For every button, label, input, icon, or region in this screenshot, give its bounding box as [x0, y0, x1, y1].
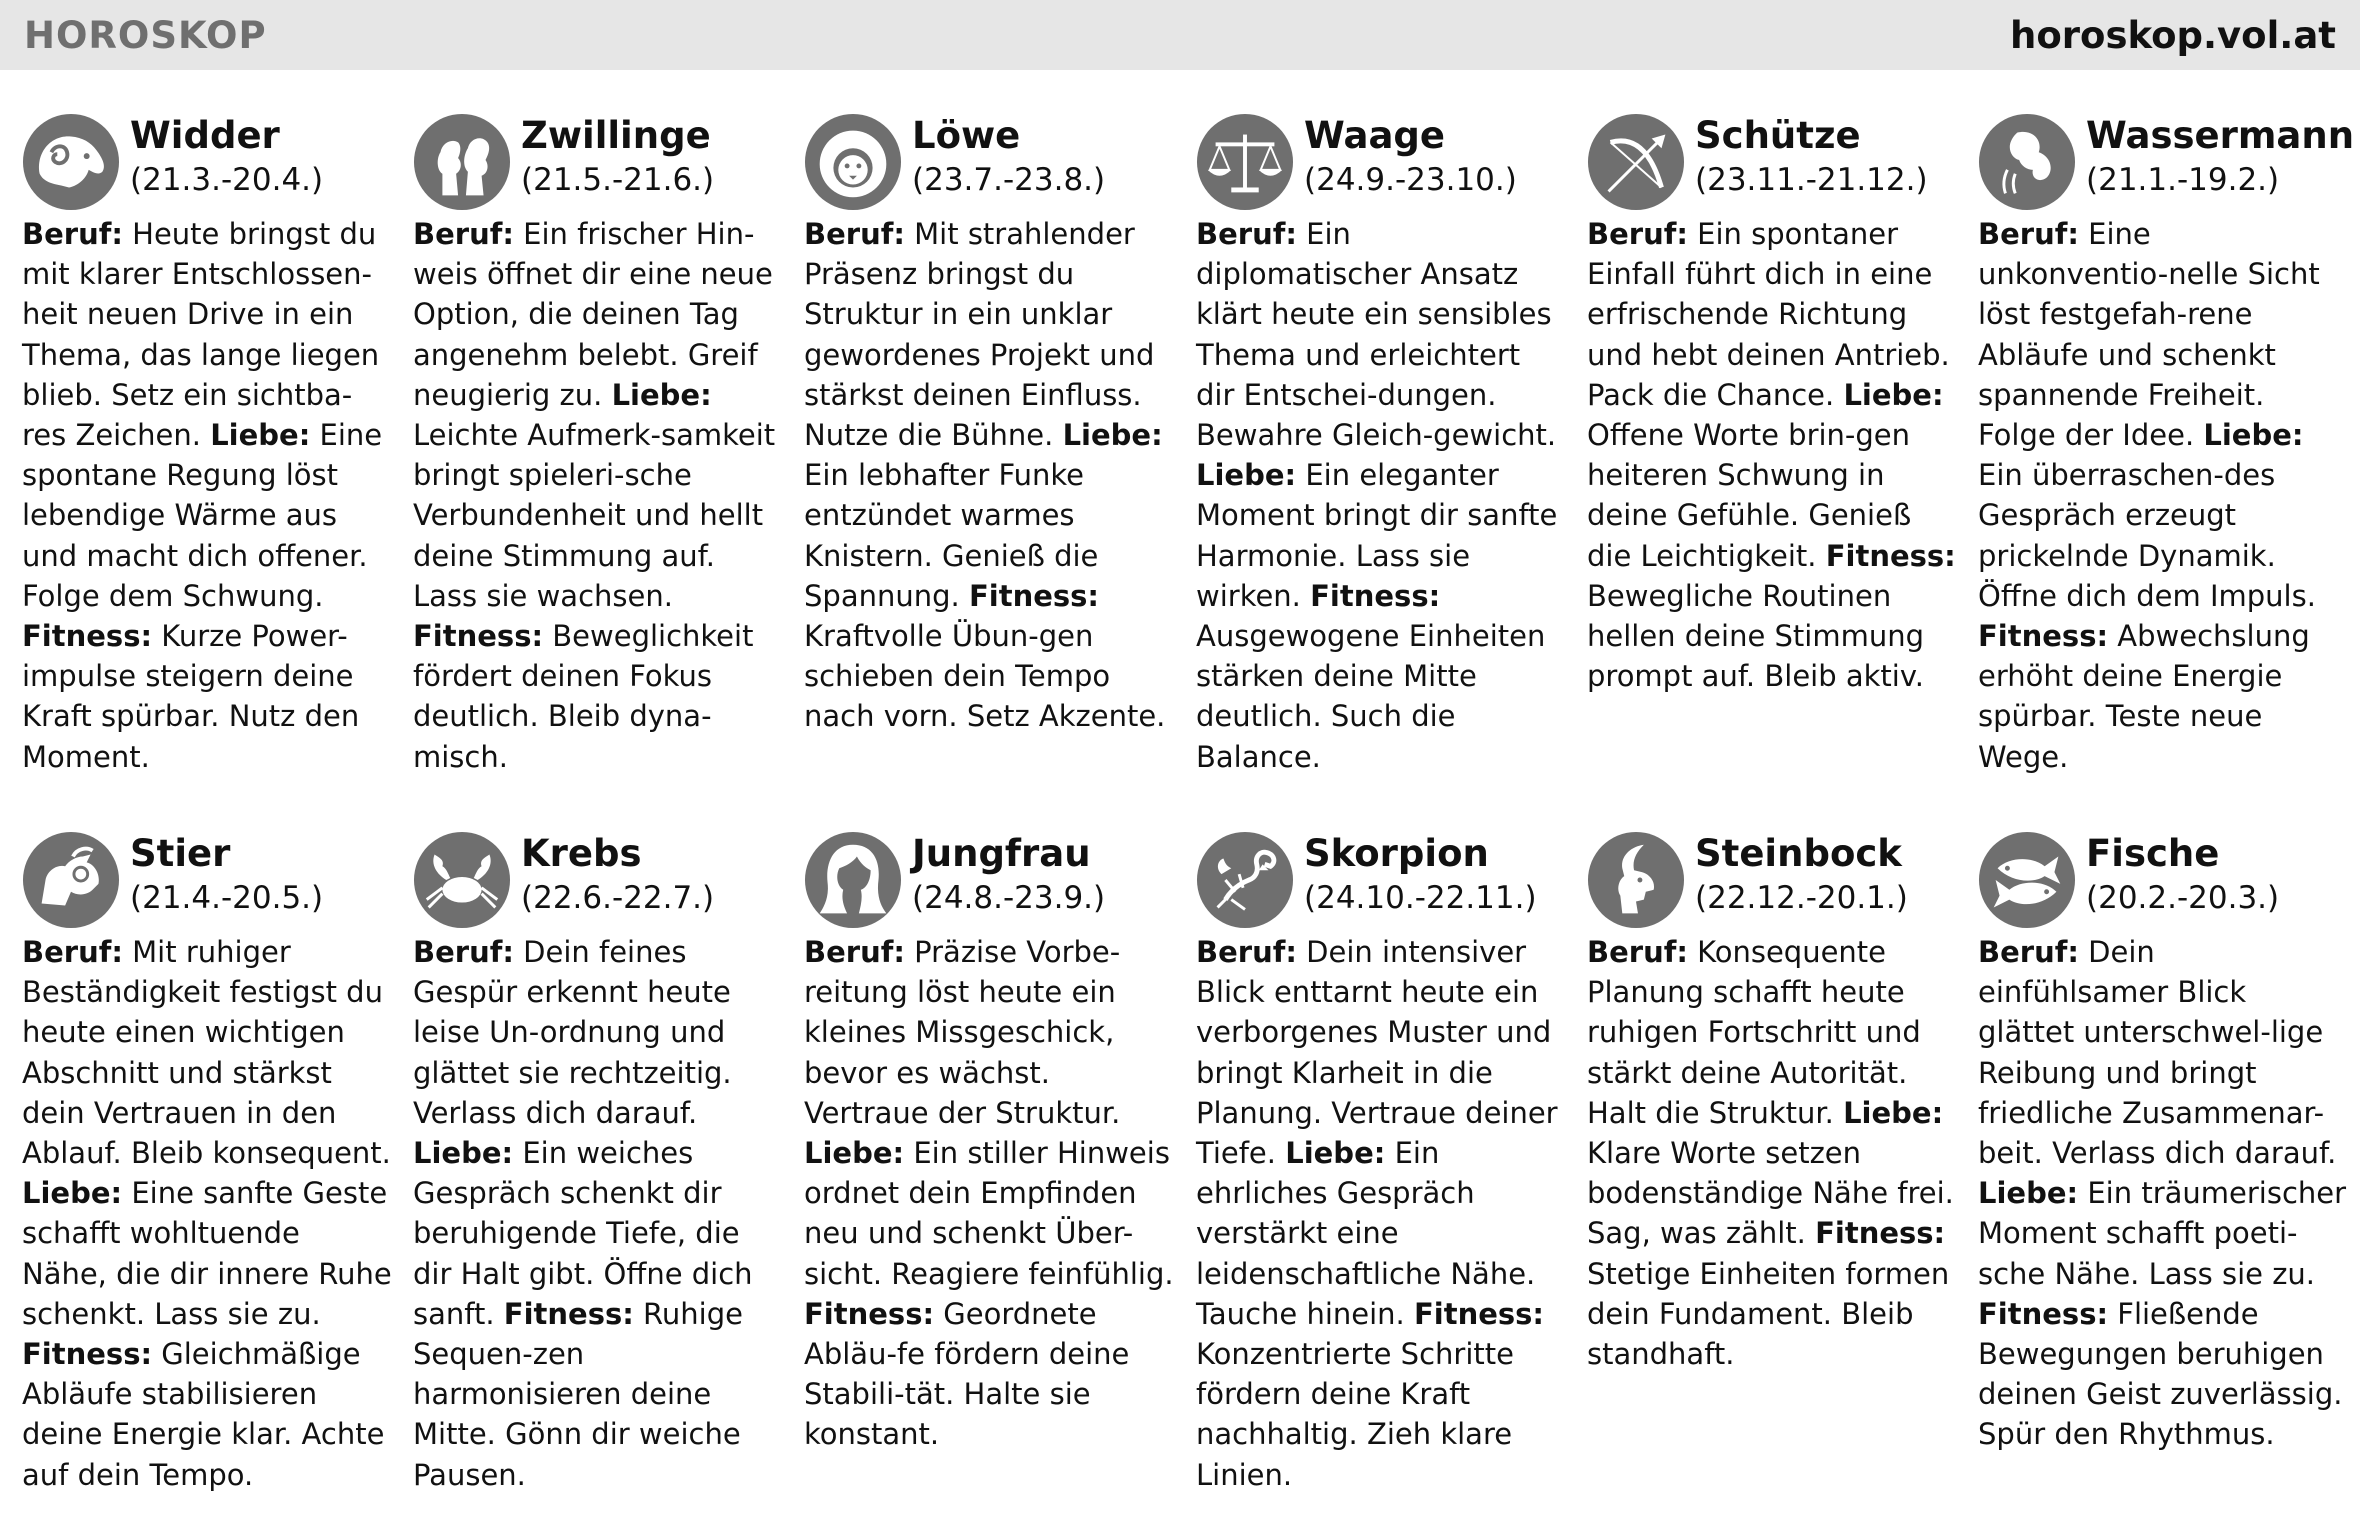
sign-name: Zwillinge: [521, 114, 711, 157]
sign-text: [22, 932, 392, 1495]
sign-card-schuetze: [1587, 110, 1957, 696]
fitness-label: Fitness:: [413, 619, 544, 654]
sign-text: [1587, 214, 1957, 696]
beruf-text: Ein frischer Hin-weis öffnet dir eine neue Option, die deinen Tag angenehm belebt. Greif neugierig zu.: [413, 217, 773, 412]
fish-icon: [1978, 831, 2076, 929]
liebe-label: Liebe:: [611, 377, 712, 412]
sign-dates: (24.9.-23.10.): [1304, 162, 1517, 198]
liebe-label: Liebe:: [1843, 377, 1944, 412]
sign-text: [1587, 932, 1957, 1374]
sign-card-jungfrau: [804, 828, 1174, 1455]
sign-name: Löwe: [912, 114, 1021, 157]
scales-icon: [1196, 113, 1294, 211]
beruf-text: Mit ruhiger Beständigkeit festigst du heute einen wichtigen Abschnitt und stärkst dein Vertrauen in den Ablauf. Bleib konsequent.: [22, 935, 391, 1171]
sign-name: Widder: [130, 114, 280, 157]
fitness-text: Beweglichkeit fördert deinen Fokus deutlich. Bleib dyna-misch.: [413, 619, 754, 774]
sign-dates: (24.8.-23.9.): [912, 880, 1106, 916]
sign-dates: (21.5.-21.6.): [521, 162, 715, 198]
bull-icon: [22, 831, 120, 929]
liebe-label: Liebe:: [210, 418, 311, 453]
fitness-label: Fitness:: [22, 1337, 153, 1372]
scorpion-icon: [1196, 831, 1294, 929]
sign-name: Jungfrau: [912, 832, 1091, 875]
sign-name: Krebs: [521, 832, 642, 875]
liebe-label: Liebe:: [804, 1136, 905, 1171]
beruf-text: Dein intensiver Blick enttarnt heute ein verborgenes Muster und bringt Klarheit in die Planung. Vertraue deiner Tiefe.: [1196, 935, 1558, 1171]
liebe-label: Liebe:: [1196, 458, 1297, 493]
beruf-text: Präzise Vorbe-reitung löst heute ein kleines Missgeschick, bevor es wächst. Vertraue der Struktur.: [804, 935, 1121, 1130]
liebe-text: Offene Worte brin-gen heiteren Schwung in deine Gefühle. Genieß die Leichtigkeit.: [1587, 418, 1912, 573]
water-bearer-icon: [1978, 113, 2076, 211]
liebe-text: Eine sanfte Geste schafft wohltuende Nähe, die dir innere Ruhe schenkt. Lass sie zu.: [22, 1176, 392, 1331]
fitness-text: Geordnete Abläu-fe fördern deine Stabili-tät. Halte sie konstant.: [804, 1296, 1130, 1452]
sign-card-stier: [22, 828, 392, 1495]
sign-card-waage: [1196, 110, 1566, 777]
fitness-text: Gleichmäßige Abläufe stabilisieren deine Energie klar. Achte auf dein Tempo.: [22, 1337, 385, 1492]
beruf-label: Beruf:: [804, 935, 905, 969]
sign-card-loewe: [804, 110, 1174, 737]
liebe-label: Liebe:: [1843, 1095, 1944, 1130]
liebe-text: Ein träumerischer Moment schafft poeti-sche Nähe. Lass sie zu.: [1978, 1176, 2347, 1291]
ram-icon: [22, 113, 120, 211]
beruf-text: Mit strahlender Präsenz bringst du Struktur in ein unklar gewordenes Projekt und stärkst deinen Einfluss. Nutze die Bühne.: [804, 217, 1155, 453]
liebe-text: Klare Worte setzen bodenständige Nähe frei. Sag, was zählt.: [1587, 1136, 1954, 1251]
ibex-icon: [1587, 831, 1685, 929]
lion-icon: [804, 113, 902, 211]
liebe-label: Liebe:: [22, 1176, 123, 1211]
liebe-label: Liebe:: [1062, 418, 1163, 453]
sign-name: Stier: [130, 832, 231, 875]
liebe-label: Liebe:: [2203, 418, 2304, 453]
sign-dates: (23.11.-21.12.): [1695, 162, 1928, 198]
fitness-text: Kurze Power-impulse steigern deine Kraft spürbar. Nutz den Moment.: [22, 619, 360, 774]
sign-card-widder: [22, 110, 392, 777]
fitness-text: Stetige Einheiten formen dein Fundament. Bleib standhaft.: [1587, 1256, 1950, 1372]
beruf-text: Konsequente Planung schafft heute ruhigen Fortschritt und stärkt deine Autorität. Halt die Struktur.: [1587, 935, 1921, 1130]
page-title: HOROSKOP: [24, 13, 267, 57]
sign-name: Skorpion: [1304, 832, 1489, 875]
beruf-label: Beruf:: [1587, 217, 1688, 251]
liebe-label: Liebe:: [1978, 1176, 2079, 1211]
fitness-label: Fitness:: [1978, 1296, 2109, 1331]
site-url: horoskop.vol.at: [2010, 13, 2336, 57]
fitness-label: Fitness:: [22, 619, 153, 654]
crab-icon: [413, 831, 511, 929]
beruf-text: Dein feines Gespür erkennt heute leise Un-ordnung und glättet sie rechtzeitig. Verlass dich darauf.: [413, 935, 732, 1130]
liebe-text: Ein lebhafter Funke entzündet warmes Knistern. Genieß die Spannung.: [804, 458, 1099, 613]
sign-dates: (21.3.-20.4.): [130, 162, 324, 198]
beruf-label: Beruf:: [1196, 935, 1297, 969]
sign-text: [804, 932, 1174, 1455]
fitness-label: Fitness:: [1825, 538, 1956, 573]
sign-name: Waage: [1304, 114, 1446, 157]
fitness-text: Bewegliche Routinen hellen deine Stimmung prompt auf. Bleib aktiv.: [1587, 578, 1925, 694]
sign-dates: (21.1.-19.2.): [2086, 162, 2280, 198]
beruf-label: Beruf:: [1196, 217, 1297, 251]
sign-dates: (21.4.-20.5.): [130, 880, 324, 916]
liebe-text: Leichte Aufmerk-samkeit bringt spieleri-sche Verbundenheit und hellt deine Stimmung auf. Lass sie wachsen.: [413, 418, 776, 613]
sign-card-zwillinge: [413, 110, 783, 777]
fitness-text: Fließende Bewegungen beruhigen deinen Geist zuverlässig. Spür den Rhythmus.: [1978, 1296, 2343, 1452]
sign-card-krebs: [413, 828, 783, 1495]
beruf-text: Eine unkonventio-nelle Sicht löst festgefah-rene Abläufe und schenkt spannende Freiheit. Folge der Idee.: [1978, 217, 2320, 453]
fitness-text: Ruhige Sequen-zen harmonisieren deine Mitte. Gönn dir weiche Pausen.: [413, 1296, 743, 1492]
beruf-label: Beruf:: [413, 935, 514, 969]
liebe-text: Ein stiller Hinweis ordnet dein Empfinden neu und schenkt Über-sicht. Reagiere feinfühlig.: [804, 1136, 1174, 1291]
sign-card-wassermann: [1978, 110, 2355, 777]
fitness-label: Fitness:: [1978, 619, 2109, 654]
virgin-icon: [804, 831, 902, 929]
liebe-text: Eine spontane Regung löst lebendige Wärme aus und macht dich offener. Folge dem Schwung.: [22, 418, 383, 613]
sign-text: [413, 932, 783, 1495]
fitness-text: Kraftvolle Übun-gen schieben dein Tempo nach vorn. Setz Akzente.: [804, 619, 1166, 734]
fitness-text: Konzentrierte Schritte fördern deine Kraft nachhaltig. Zieh klare Linien.: [1196, 1337, 1514, 1492]
sign-text: [413, 214, 783, 777]
beruf-text: Heute bringst du mit klarer Entschlossen-heit neuen Drive in ein Thema, das lange liegen blieb. Setz ein sichtba-res Zeichen.: [22, 217, 380, 453]
twins-icon: [413, 113, 511, 211]
liebe-text: Ein eleganter Moment bringt dir sanfte Harmonie. Lass sie wirken.: [1196, 458, 1558, 613]
sign-card-steinbock: [1587, 828, 1957, 1374]
sign-name: Schütze: [1695, 114, 1861, 157]
fitness-label: Fitness:: [804, 1296, 935, 1331]
fitness-label: Fitness:: [968, 578, 1099, 613]
sign-dates: (22.12.-20.1.): [1695, 880, 1908, 916]
sign-text: [1196, 214, 1566, 777]
sign-card-skorpion: [1196, 828, 1566, 1495]
sign-name: Wassermann: [2086, 114, 2355, 157]
sign-name: Fische: [2086, 832, 2220, 875]
sign-text: [1196, 932, 1566, 1495]
fitness-label: Fitness:: [1815, 1216, 1946, 1251]
sign-dates: (24.10.-22.11.): [1304, 880, 1537, 916]
liebe-label: Liebe:: [1285, 1136, 1386, 1171]
liebe-label: Liebe:: [413, 1136, 514, 1171]
sign-text: [1978, 932, 2348, 1455]
sign-text: [1978, 214, 2348, 777]
sign-text: [804, 214, 1174, 737]
sign-dates: (22.6.-22.7.): [521, 880, 715, 916]
sign-text: [22, 214, 392, 777]
beruf-label: Beruf:: [1978, 217, 2079, 251]
beruf-text: Dein einfühlsamer Blick glättet unterschwel-lige Reibung und bringt friedliche Zusammenar-beit. Verlass dich darauf.: [1978, 935, 2337, 1171]
beruf-text: Ein diplomatischer Ansatz klärt heute ein sensibles Thema und erleichtert dir Entschei-dungen. Bewahre Gleich-gewicht.: [1196, 217, 1557, 453]
liebe-text: Ein überraschen-des Gespräch erzeugt prickelnde Dynamik. Öffne dich dem Impuls.: [1978, 458, 2316, 613]
beruf-label: Beruf:: [1587, 935, 1688, 969]
archer-bow-icon: [1587, 113, 1685, 211]
sign-dates: (23.7.-23.8.): [912, 162, 1106, 198]
fitness-label: Fitness:: [1310, 578, 1441, 613]
sign-card-fische: [1978, 828, 2348, 1455]
fitness-label: Fitness:: [1413, 1296, 1545, 1331]
fitness-label: Fitness:: [503, 1296, 634, 1331]
fitness-text: Ausgewogene Einheiten stärken deine Mitte deutlich. Such die Balance.: [1196, 619, 1546, 774]
beruf-label: Beruf:: [22, 217, 123, 251]
beruf-label: Beruf:: [1978, 935, 2079, 969]
beruf-label: Beruf:: [804, 217, 905, 251]
beruf-text: Ein spontaner Einfall führt dich in eine erfrischende Richtung und hebt deinen Antrieb. Pack die Chance.: [1587, 217, 1950, 412]
sign-dates: (20.2.-20.3.): [2086, 880, 2280, 916]
beruf-label: Beruf:: [413, 217, 514, 251]
sign-name: Steinbock: [1695, 832, 1902, 875]
liebe-text: Ein ehrliches Gespräch verstärkt eine leidenschaftliche Nähe. Tauche hinein.: [1196, 1136, 1536, 1331]
beruf-label: Beruf:: [22, 935, 123, 969]
liebe-text: Ein weiches Gespräch schenkt dir beruhigende Tiefe, die dir Halt gibt. Öffne dich sanft.: [413, 1136, 753, 1331]
fitness-text: Abwechslung erhöht deine Energie spürbar. Teste neue Wege.: [1978, 619, 2310, 774]
